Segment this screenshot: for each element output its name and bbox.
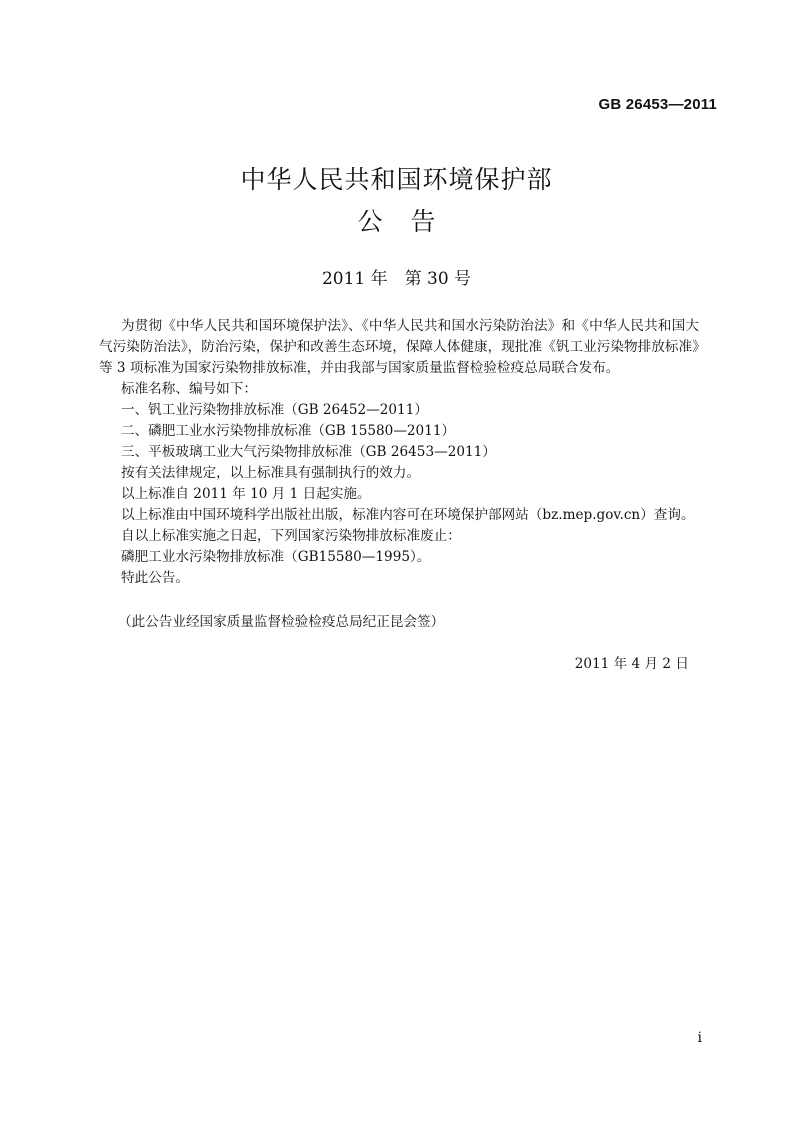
body-paragraph: 以上标准由中国环境科学出版社出版，标准内容可在环境保护部网站（bz.mep.gov.cn）查询。 xyxy=(121,507,695,523)
list-item: 二、磷肥工业水污染物排放标准（GB 15580—2011） xyxy=(121,423,456,439)
issue-number: 2011 年 第 30 号 xyxy=(321,269,472,289)
list-heading: 标准名称、编号如下： xyxy=(121,381,257,397)
body-paragraph: 磷肥工业水污染物排放标准（GB15580—1995）。 xyxy=(121,549,431,565)
standard-number: GB 26453—2011 xyxy=(598,96,717,113)
body-paragraph: 自以上标准实施之日起，下列国家污染物排放标准废止： xyxy=(121,528,461,544)
organization-title: 中华人民共和国环境保护部 xyxy=(240,165,553,194)
document-title: 公告 xyxy=(357,207,464,236)
countersign-note: （此公告业经国家质量监督检验检疫总局纪正昆会签） xyxy=(118,614,445,630)
page-number: i xyxy=(697,1030,702,1046)
list-item: 一、钒工业污染物排放标准（GB 26452—2011） xyxy=(121,402,428,418)
intro-paragraph: 为贯彻《中华人民共和国环境保护法》、《中华人民共和国水污染防治法》和《中华人民共和国大气污染防治法》，防治污染，保护和改善生态环境，保障人体健康，现批准《钒工业污染物排放标准》等 3 项标准为国家污染物排放标准，并由我部与国家质量监督检验检疫总局联合发布。 xyxy=(99,318,699,376)
body-paragraph: 特此公告。 xyxy=(121,570,189,586)
body-paragraph: 按有关法律规定，以上标准具有强制执行的效力。 xyxy=(121,465,421,481)
announcement-body xyxy=(99,316,699,589)
body-paragraph: 以上标准自 2011 年 10 月 1 日起实施。 xyxy=(121,486,371,502)
list-item: 三、平板玻璃工业大气污染物排放标准（GB 26453—2011） xyxy=(121,444,496,460)
announcement-date: 2011 年 4 月 2 日 xyxy=(574,656,689,672)
